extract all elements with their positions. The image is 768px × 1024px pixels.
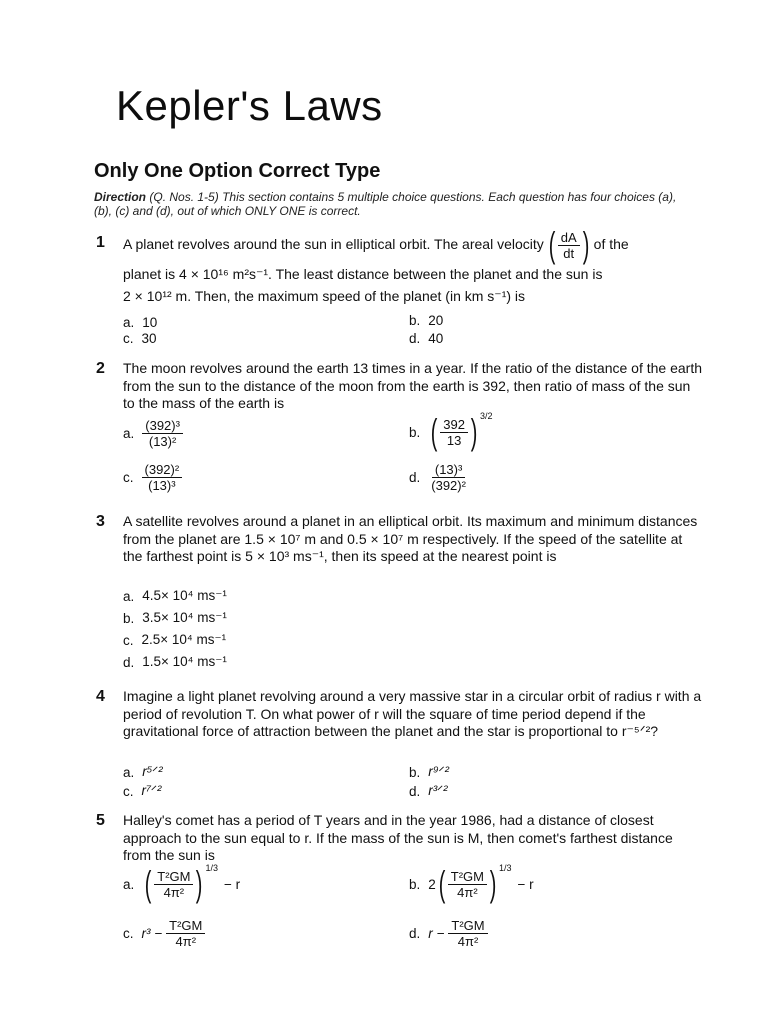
question-number: 4	[96, 688, 105, 705]
option-suffix: − r	[224, 876, 241, 892]
option-value: 20	[428, 313, 444, 328]
option-label: a.	[123, 764, 135, 780]
fraction-denominator: (13)²	[148, 434, 177, 449]
option-value: 2.5× 10⁴ ms⁻¹	[141, 632, 227, 647]
fraction-denominator: dt	[563, 245, 575, 261]
question-text: Halley's comet has a period of T years and in the year 1986, had a distance of closest approach to the sun equal to r. If the mass of the sun is M, then comet's farthest distance from the sun is	[123, 812, 673, 863]
fraction-denominator: 13	[446, 432, 462, 448]
question-number: 3	[96, 513, 105, 530]
option-4a[interactable]	[123, 764, 163, 780]
option-value: 10	[142, 315, 158, 330]
question-text: A planet revolves around the sun in elliptical orbit. The areal velocity ( $\frac{dA}{dt}$ ) of the planet is 4 × 10¹⁶ m²s⁻¹. The least distance between the planet and the sun is 2 × 10¹² m. Then, the maximum speed of the planet (in km s⁻¹) is	[123, 230, 703, 305]
section-title: Only One Option Correct Type	[94, 160, 381, 182]
option-5c[interactable]	[123, 918, 205, 949]
option-label: b.	[409, 876, 421, 892]
option-power: 1/3	[499, 863, 512, 873]
option-label: a.	[123, 588, 135, 604]
option-label: c.	[123, 470, 134, 485]
option-suffix: − r	[517, 876, 534, 892]
fraction-numerator: T²GM	[448, 918, 487, 934]
option-value: 30	[141, 331, 157, 346]
option-label: b.	[123, 610, 135, 626]
option-3a[interactable]	[123, 588, 227, 604]
option-5d[interactable]	[409, 918, 488, 949]
question-number: 2	[96, 360, 105, 377]
option-2a[interactable]	[123, 418, 183, 449]
option-label: c.	[123, 331, 134, 346]
option-fraction	[440, 417, 468, 448]
option-prefix: r −	[428, 926, 445, 941]
option-value: 40	[428, 331, 444, 346]
option-power: 1/3	[205, 863, 218, 873]
option-3b[interactable]	[123, 610, 227, 626]
option-fraction	[428, 462, 469, 493]
option-fraction	[154, 869, 193, 900]
option-fraction	[142, 418, 183, 449]
option-label: c.	[123, 632, 134, 648]
option-label: c.	[123, 926, 134, 941]
option-label: b.	[409, 424, 421, 440]
option-label: d.	[409, 470, 421, 485]
option-value: r⁷ᐟ²	[141, 783, 162, 798]
option-fraction	[448, 869, 487, 900]
fraction-numerator: (392)³	[142, 418, 183, 434]
fraction-numerator: T²GM	[166, 918, 205, 934]
option-power: 3/2	[479, 411, 493, 421]
option-4b[interactable]	[409, 764, 449, 780]
option-3d[interactable]	[123, 654, 227, 670]
option-label: d.	[409, 331, 421, 346]
option-prefix: r³ −	[141, 926, 163, 941]
option-fraction	[448, 918, 487, 949]
fraction-numerator: (13)³	[432, 462, 465, 478]
fraction-numerator: T²GM	[448, 869, 487, 885]
direction-text	[94, 190, 694, 218]
option-value: r⁹ᐟ²	[428, 764, 450, 779]
areal-velocity-fraction	[558, 230, 580, 261]
direction-range: (Q. Nos. 1-5)	[149, 190, 219, 204]
fraction-numerator: 392	[440, 417, 468, 433]
option-label: a.	[123, 315, 135, 330]
question-number: 1	[96, 234, 105, 251]
fraction-numerator: T²GM	[154, 869, 193, 885]
option-fraction	[142, 462, 183, 493]
option-1d[interactable]	[409, 331, 443, 346]
option-label: d.	[409, 783, 421, 799]
fraction-denominator: (13)³	[148, 478, 176, 493]
option-label: d.	[409, 926, 421, 941]
fraction-numerator: (392)²	[142, 462, 183, 478]
option-value: r³ᐟ²	[428, 783, 448, 798]
option-fraction	[166, 918, 205, 949]
option-label: c.	[123, 783, 134, 799]
option-1a[interactable]	[123, 315, 157, 330]
question-text: Imagine a light planet revolving around a very massive star in a circular orbit of radius r with a period of revolution T. On what power of r will the square of time period depend if the gravitational force of attraction between the planet and the star is proportional to r⁻⁵ᐟ²?	[123, 688, 702, 739]
question-number: 5	[96, 812, 105, 829]
option-4c[interactable]	[123, 783, 161, 799]
option-prefix: 2	[428, 876, 436, 892]
option-value: 4.5× 10⁴ ms⁻¹	[142, 588, 227, 603]
option-label: a.	[123, 426, 135, 441]
option-1c[interactable]	[123, 331, 157, 346]
question-line-1a: A planet revolves around the sun in elliptical orbit. The areal velocity	[123, 236, 544, 253]
fraction-denominator: 4π²	[457, 934, 479, 949]
question-line-1b: of the	[593, 236, 629, 253]
option-3c[interactable]	[123, 632, 226, 648]
question-text: The moon revolves around the earth 13 times in a year. If the ratio of the distance of the earth from the sun to the distance of the moon from the earth is 392, then ratio of mass of the sun to the mass of the earth is	[123, 360, 703, 411]
page-title: Kepler's Laws	[116, 82, 383, 129]
option-value: 1.5× 10⁴ ms⁻¹	[142, 654, 227, 669]
fraction-numerator: dA	[558, 230, 580, 246]
fraction-denominator: 4π²	[175, 934, 197, 949]
option-1b[interactable]	[409, 313, 443, 328]
direction-body: This section contains 5 multiple choice questions. Each question has four choices (a), (b), (c) and (d), out of which ONLY ONE is correct.	[94, 190, 677, 218]
fraction-denominator: 4π²	[457, 884, 478, 900]
option-value: r⁵ᐟ²	[142, 764, 163, 779]
option-label: b.	[409, 764, 421, 780]
fraction-denominator: (392)²	[431, 478, 466, 493]
option-2c[interactable]	[123, 462, 182, 493]
direction-label: Direction	[94, 190, 147, 204]
option-5a[interactable]: a. ( $\frac{\text{T²GM}}{\text{4π²}}$ ) $^{1/3}$ − r	[123, 863, 241, 904]
option-label: d.	[123, 654, 135, 670]
option-4d[interactable]	[409, 783, 447, 799]
option-5b[interactable]: b. 2 ( $\frac{\text{T²GM}}{\text{4π²}}$ ) $^{1/3}$ − r	[409, 863, 534, 904]
option-2b[interactable]: b. ( $\frac{392}{13}$ ) $^{3/2}$	[409, 411, 493, 452]
option-2d[interactable]	[409, 462, 469, 493]
question-line-2: planet is 4 × 10¹⁶ m²s⁻¹. The least distance between the planet and the sun is	[123, 266, 603, 282]
fraction-denominator: 4π²	[163, 884, 185, 900]
question-line-3: 2 × 10¹² m. Then, the maximum speed of the planet (in km s⁻¹) is	[123, 287, 526, 304]
option-label: b.	[409, 313, 421, 328]
option-label: a.	[123, 876, 135, 892]
option-value: 3.5× 10⁴ ms⁻¹	[142, 610, 227, 625]
question-text: A satellite revolves around a planet in an elliptical orbit. Its maximum and minimum distances from the planet are 1.5 × 10⁷ m and 0.5 × 10⁷ m respectively. If the speed of the satellite at the farthest point is 5 × 10³ ms⁻¹, then its speed at the nearest point is	[123, 513, 698, 564]
